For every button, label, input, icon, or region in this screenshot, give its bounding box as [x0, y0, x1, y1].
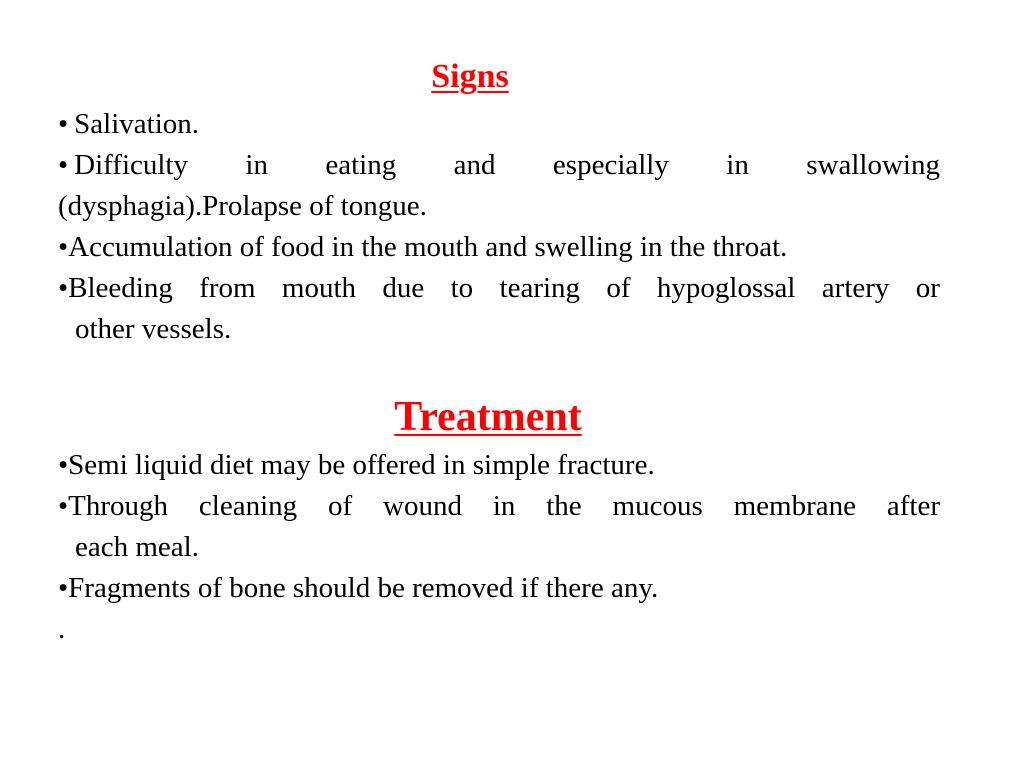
- item-text: Salivation.: [74, 108, 200, 140]
- word: Through: [68, 490, 169, 522]
- word: of: [327, 490, 353, 522]
- signs-heading: Signs: [431, 58, 509, 95]
- word: from: [199, 272, 256, 304]
- word: or: [915, 272, 940, 304]
- word: after: [886, 490, 940, 522]
- word: artery: [821, 272, 890, 304]
- word: mucous: [612, 490, 703, 522]
- item-word: [58, 268, 173, 309]
- signs-item-difficulty-cont: (dysphagia).Prolapse of tongue.: [58, 190, 427, 222]
- treatment-item-cleaning: [58, 486, 940, 527]
- word: hypoglossal: [656, 272, 796, 304]
- treatment-item-fragments: [58, 568, 940, 609]
- item-text: Accumulation of food in the mouth and swelling in the throat.: [68, 231, 788, 263]
- bullet: •: [58, 572, 69, 604]
- item-text: Fragments of bone should be removed if there any.: [68, 572, 659, 604]
- word: the: [546, 490, 582, 522]
- word: in: [492, 490, 516, 522]
- signs-item-difficulty: [58, 145, 940, 186]
- bullet: •: [58, 108, 69, 140]
- bullet: •: [58, 272, 69, 304]
- word: especially: [552, 149, 669, 181]
- bullet: •: [58, 449, 69, 481]
- word: membrane: [733, 490, 857, 522]
- word: in: [726, 149, 749, 181]
- word: cleaning: [198, 490, 298, 522]
- word: in: [245, 149, 268, 181]
- word: tearing: [499, 272, 581, 304]
- treatment-item-diet: [58, 445, 940, 486]
- treatment-heading: Treatment: [394, 394, 582, 440]
- word: wound: [383, 490, 462, 522]
- item-word: [58, 486, 168, 527]
- bullet: •: [58, 149, 69, 181]
- word: Bleeding: [68, 272, 173, 304]
- word: Difficulty: [74, 149, 188, 181]
- item-text: Semi liquid diet may be offered in simple fracture.: [68, 449, 655, 481]
- word: of: [606, 272, 631, 304]
- trailing-dot: .: [58, 613, 66, 645]
- treatment-item-cleaning-cont: each meal.: [75, 531, 199, 563]
- signs-item-bleeding: [58, 268, 940, 309]
- word: and: [453, 149, 496, 181]
- word: swallowing: [806, 149, 940, 181]
- signs-item-bleeding-cont: other vessels.: [75, 313, 232, 345]
- bullet: •: [58, 490, 69, 522]
- bullet: •: [58, 231, 69, 263]
- word: eating: [325, 149, 397, 181]
- word: due: [382, 272, 425, 304]
- signs-item-accumulation: [58, 227, 940, 268]
- word: mouth: [281, 272, 357, 304]
- item-word: [58, 145, 188, 186]
- word: to: [450, 272, 474, 304]
- signs-item-salivation: [58, 104, 940, 145]
